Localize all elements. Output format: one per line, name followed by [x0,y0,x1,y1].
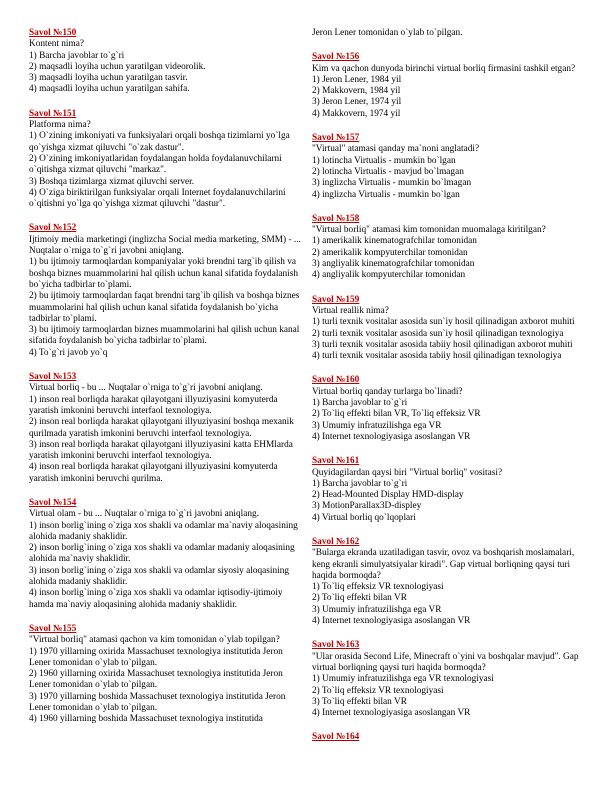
answer-option: 1) turli texnik vositalar asosida sun`iy hosil qilinadigan axborot muhiti [312,317,575,328]
answer-option: 1) amerikalik kinematografchilar tomonidan [312,236,477,247]
answer-option: 3) MotionParallax3D-displey [312,501,422,512]
question-block [312,732,587,743]
question-number: Savol №157 [312,133,360,144]
question-text: Quyidagilardan qaysi biri "Virtual borliq" vositasi? [312,467,503,478]
answer-option: 3) maqsadli loyiha uchun yaratilgan tasvir. [29,73,188,84]
question-block [312,375,587,443]
answer-option: 4) inson real borliqda harakat qilayotgani illyuziyasini komyuterda yaratish imkonini beruvchi qurilma. [29,462,278,484]
question-block [312,537,587,627]
answer-option: 1) inson borlig`ining o`ziga xos shakli va odamlar ma`naviy aloqasining alohida madaniy shaklidir. [29,520,298,542]
question-block [312,214,587,282]
question-text: Virtual olam - bu ... Nuqtalar o`rniga to`g`ri javobni aniqlang. [29,509,259,520]
answer-option: 2) turli texnik vositalar asosida sun`iy hosil qilinadigan texnologiya [312,328,564,339]
answer-option: 2) To`liq effekti bilan VR, To`liq effeksiz VR [312,409,481,420]
continued-option-text: Jeron Lener tomonidan o`ylab to`pilgan. [312,28,463,38]
answer-option: 4) 1960 yillarning boshida Massachuset texnologiya institutida [29,714,263,725]
question-block [29,109,304,211]
question-text: Kontent nima? [29,39,84,50]
question-number: Savol №164 [312,732,360,743]
question-number: Savol №155 [29,623,77,634]
question-text: Platforma nima? [29,120,91,131]
right-column [312,28,587,744]
answer-option: 3) To`liq effekti bilan VR [312,696,407,707]
answer-option: 2) Head-Mounted Display HMD-display [312,490,464,501]
answer-option: 2) inson real borliqda harakat qilayotgani illyuziyasini boshqa mexanik qurilmada yaratish imkonini beruvchi interfaol texnologiya. [29,417,294,439]
answer-option: 3) turli texnik vositalar asosida tabiiy hosil qilinadigan axborot muhiti [312,339,573,350]
answer-option: 3) Umumiy infratuzilishga ega VR [312,420,442,431]
answer-option: 4) Virtual borliq qo`lqoplari [312,512,416,523]
question-number: Savol №161 [312,456,360,467]
answer-option: 1) Barcha javoblar to`g`ri [312,398,408,409]
answer-option: 4) turli texnik vositalar asosida tabiiy hosil qilinadigan texnologiya [312,351,562,362]
question-number: Savol №150 [29,28,77,38]
answer-option: 3) 1970 yillarning boshida Massachuset texnologiya institutida Jeron Lener tomonidan o`ylab to`pilgan. [29,691,286,714]
question-block [312,52,587,120]
question-block [29,223,304,359]
answer-option: 2) bu ijtimoiy tarmoqlardan faqat brendni targ`ib qilish va boshqa biznes muammolarini hal qilish uchun kanal sifatida foydalanish bo`yicha tadbirlar to`plami. [29,291,300,324]
question-number: Savol №156 [312,52,360,63]
question-block [29,28,304,96]
answer-option: 1) bu ijtimoiy tarmoqlardan kompaniyalar yoki brendni targ`ib qilish va boshqa biznes muammolarini hal qilish uchun kanal sifatida foydalanish bo`yicha tadbirlar to`plami. [29,257,299,290]
answer-option: 4) O`ziga biriktirilgan funksiyalar orqali Internet foydalanuvchilarini o`qitishni yo`lga qo`yishga xizmat qiluvchi "dastur". [29,187,286,210]
answer-option: 3) inson borlig`ining o`ziga xos shakli va odamlar siyosiy aloqasining alohida madaniy shaklidir. [29,565,290,588]
question-number: Savol №151 [29,108,77,119]
question-text: Virtual reallik nima? [312,305,389,316]
answer-option: 2) To`liq effeksiz VR texnologiyasi [312,685,444,696]
question-number: Savol №159 [312,294,360,305]
question-number: Savol №163 [312,640,360,651]
question-block [312,640,587,719]
answer-option: 2) O`zining imkoniyatlaridan foydalangan holda foydalanuvchilarni o`qitishga xizmat qiluvchi "markaz". [29,153,282,176]
answer-option: 1) Barcha javoblar to`g`ri [312,478,408,489]
answer-option: 1) To`liq effeksiz VR texnologiyasi [312,582,444,593]
answer-option: 3) Jeron Lener, 1974 yil [312,97,402,108]
answer-option: 4) angliyalik kompyuterchilar tomonidan [312,270,466,281]
question-block [29,372,304,485]
answer-option: 3) angliyalik kinematografchilar tomonidan [312,259,475,270]
question-text: Ijtimoiy media marketingi (inglizcha Social media marketing, SMM) - ... Nuqtalar o`rniga to`g`ri javobni aniqlang. [29,234,301,257]
question-text: "Virtual" atamasi qanday ma`noni anglatadi? [312,144,480,155]
question-block [312,295,587,363]
answer-option: 1) Jeron Lener, 1984 yil [312,74,402,85]
question-number: Savol №162 [312,536,360,547]
answer-option: 1) Umumiy infratuzilishga ega VR texnologiyasi [312,674,494,685]
answer-option: 3) inson real borliqda harakat qilayotgani illyuziyasini katta EHMlarda yaratish imkonini beruvchi interfaol texnologiya. [29,439,293,462]
answer-option: 3) inglizcha Virtualis - mumkin bo`lmagan [312,178,472,189]
left-column [29,28,304,726]
answer-option: 2) To`liq effekti bilan VR [312,593,407,604]
answer-option: 1) Barcha javoblar to`g`ri [29,50,125,61]
answer-option: 1) 1970 yillarning oxirida Massachuset texnologiya institutida Jeron Lener tomonidan o`ylab to`pilgan. [29,646,283,668]
answer-option: 4) inson borlig`ining o`ziga xos shakli va odamlar iqtisodiy-ijtimoiy hamda ma`naviy aloqasining alohida madaniy shaklidir. [29,588,283,610]
answer-option: 2) Makkovern, 1984 yil [312,86,401,97]
answer-option: 2) 1960 yillarning oxirida Massachuset texnologiya institutida Jeron Lener tomonidan o`ylab to`pilgan. [29,669,283,691]
answer-option: 3) bu ijtimoiy tarmoqlardan biznes muammolarini hal qilish uchun kanal sifatida foydalanish bo`yicha tadbirlar to`plami. [29,325,300,347]
question-block [312,456,587,524]
answer-option: 1) lotincha Virtualis - mumkin bo`lgan [312,155,456,166]
answer-option: 3) Boshqa tizimlarga xizmat qiluvchi server. [29,176,195,187]
answer-option: 4) Internet texnologiyasiga asoslangan VR [312,708,471,719]
answer-option: 2) inson borlig`ining o`ziga xos shakli va odamlar madaniy aloqasining alohida ma`naviy shaklidir. [29,543,295,565]
question-text: Virtual borliq - bu ... Nuqtalar o`rniga to`g`ri javobni aniqlang. [29,383,263,394]
answer-option: 2) amerikalik kompyuterchilar tomonidan [312,247,468,258]
answer-option: 3) Umumiy infratuzilishga ega VR [312,604,442,615]
answer-option: 4) Internet texnologiyasiga asoslangan VR [312,616,471,627]
answer-option: 1) O`zining imkoniyati va funksiyalari orqali boshqa tizimlarni yo`lga qo`yishga xizmat qiluvchi "o`zak dastur". [29,131,290,153]
answer-option: 4) Internet texnologiyasiga asoslangan VR [312,431,471,442]
question-number: Savol №158 [312,213,360,224]
answer-option: 4) Makkovern, 1974 yil [312,108,401,119]
question-block [312,133,587,201]
answer-option: 4) To`g`ri javob yo`q [29,347,108,358]
question-block [29,498,304,611]
question-number: Savol №153 [29,372,77,383]
answer-option: 4) inglizcha Virtualis - mumkin bo`lgan [312,189,460,200]
answer-option: 4) maqsadli loyiha uchun yaratilgan sahifa. [29,84,190,95]
question-number: Savol №160 [312,375,360,386]
question-text: "Virtual borliq" atamasi kim tomonidan muomalaga kiritilgan? [312,225,546,236]
answer-option: 2) lotincha Virtualis - mavjud bo`lmagan [312,166,464,177]
answer-option: 1) inson real borliqda harakat qilayotgani illyuziyasini komyuterda yaratish imkonini beruvchi interfaol texnologiya. [29,394,278,416]
question-text: "Bularga ekranda uzatiladigan tasvir, ovoz va boshqarish moslamalari, keng ekranli simulyatsiyalar kiradi". Gap virtual borliqning qaysi turi haqida bormoqda? [312,548,575,581]
question-text: "Ular orasida Second Life, Minecraft o`yini va boshqalar mavjud". Gap virtual borliqning qaysi turi haqida bormoqda? [312,651,579,673]
question-number: Savol №154 [29,497,77,508]
answer-option: 2) maqsadli loyiha uchun yaratilgan videorolik. [29,61,206,72]
question-text: "Virtual borliq" atamasi qachon va kim tomonidan o`ylab topilgan? [29,635,280,646]
question-block [29,624,304,726]
question-number: Savol №152 [29,223,77,234]
question-text: Kim va qachon dunyoda birinchi virtual borliq firmasini tashkil etgan? [312,63,576,74]
question-text: Virtual borliq qanday turlarga bo`linadi? [312,386,463,397]
